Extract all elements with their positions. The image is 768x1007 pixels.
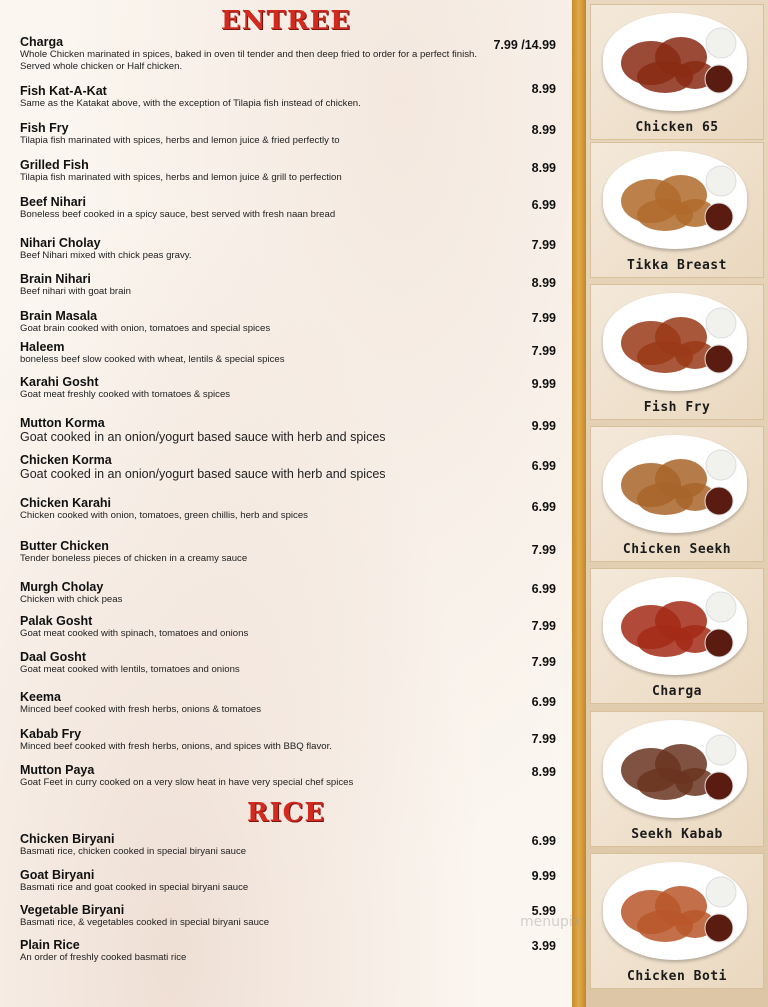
menu-item — [20, 496, 565, 522]
item-desc: Basmati rice and goat cooked in special biryani sauce — [20, 882, 249, 893]
menu-item — [20, 539, 565, 565]
item-price: 9.99 — [531, 869, 556, 883]
item-name: Daal Gosht — [20, 650, 86, 664]
watermark: menupix — [520, 914, 582, 930]
item-desc: Goat meat cooked with lentils, tomatoes and onions — [20, 664, 240, 675]
item-desc: boneless beef slow cooked with wheat, lentils & special spices — [20, 354, 285, 365]
item-name: Kabab Fry — [20, 727, 82, 741]
entree-heading: ENTREE — [220, 6, 352, 36]
item-name: Keema — [20, 690, 61, 704]
item-name: Plain Rice — [20, 938, 80, 952]
menu-item — [20, 650, 565, 676]
item-price: 7.99 — [531, 238, 556, 252]
item-name: Beef Nihari — [20, 195, 86, 209]
item-desc: Basmati rice, chicken cooked in special biryani sauce — [20, 846, 247, 857]
food-photo-card — [590, 284, 764, 420]
item-price: 7.99 — [531, 655, 556, 669]
item-name: Palak Gosht — [20, 614, 93, 628]
item-desc: Minced beef cooked with fresh herbs, onions & tomatoes — [20, 704, 262, 715]
item-price: 6.99 — [531, 834, 556, 848]
item-name: Brain Nihari — [20, 272, 91, 286]
item-desc: Tender boneless pieces of chicken in a creamy sauce — [20, 553, 248, 564]
menu-item — [20, 375, 565, 401]
item-price: 9.99 — [531, 377, 556, 391]
item-price: 6.99 — [531, 695, 556, 709]
rice-heading: RICE — [246, 798, 326, 828]
menu-item — [20, 763, 565, 789]
menu-item — [20, 580, 565, 606]
menu-item — [20, 832, 565, 858]
food-plate-image — [603, 151, 747, 249]
menu-item — [20, 195, 565, 221]
photo-caption: Charga — [652, 684, 702, 699]
item-desc: Goat cooked in an onion/yogurt based sauce with herb and spices — [20, 430, 386, 444]
item-name: Nihari Cholay — [20, 236, 101, 250]
food-photo-card — [590, 4, 764, 140]
item-desc: Chicken with chick peas — [20, 594, 123, 605]
item-price: 9.99 — [531, 419, 556, 433]
item-desc: Goat brain cooked with onion, tomatoes and special spices — [20, 323, 271, 334]
item-name: Karahi Gosht — [20, 375, 99, 389]
item-price: 8.99 — [531, 161, 556, 175]
photo-caption: Chicken 65 — [635, 120, 719, 135]
menu-item — [20, 340, 565, 366]
menu-item — [20, 453, 565, 481]
item-name: Haleem — [20, 340, 65, 354]
item-desc: Chicken cooked with onion, tomatoes, green chillis, herb and spices — [20, 510, 308, 521]
food-plate-image — [603, 13, 747, 111]
item-desc: Same as the Katakat above, with the exception of Tilapia fish instead of chicken. — [20, 98, 361, 109]
menu-item — [20, 236, 565, 262]
item-name: Chicken Korma — [20, 453, 112, 467]
menu-item — [20, 272, 565, 298]
item-desc: Goat Feet in curry cooked on a very slow heat in have very special chef spices — [20, 777, 354, 788]
item-desc: Tilapia fish marinated with spices, herbs and lemon juice & grill to perfection — [20, 172, 342, 183]
item-desc: Beef nihari with goat brain — [20, 286, 131, 297]
photo-caption: Tikka Breast — [627, 258, 727, 273]
item-price: 8.99 — [531, 82, 556, 96]
item-desc: Goat cooked in an onion/yogurt based sauce with herb and spices — [20, 467, 386, 481]
food-plate-image — [603, 435, 747, 533]
item-desc: Beef Nihari mixed with chick peas gravy. — [20, 250, 192, 261]
item-name: Vegetable Biryani — [20, 903, 125, 917]
item-price: 5.99 — [531, 904, 556, 918]
menu-item — [20, 158, 565, 184]
food-photo-card — [590, 853, 764, 989]
food-plate-image — [603, 577, 747, 675]
item-price: 8.99 — [531, 276, 556, 290]
item-price: 7.99 — [531, 344, 556, 358]
food-photo-card — [590, 711, 764, 847]
item-desc: Tilapia fish marinated with spices, herbs and lemon juice & fried perfectly to — [20, 135, 340, 146]
item-price: 7.99 — [531, 619, 556, 633]
item-name: Goat Biryani — [20, 868, 95, 882]
food-photo-card — [590, 142, 764, 278]
item-price: 7.99 — [531, 543, 556, 557]
item-price: 6.99 — [531, 500, 556, 514]
menu-item — [20, 84, 565, 110]
item-desc: Goat meat freshly cooked with tomatoes & spices — [20, 389, 231, 400]
item-price: 3.99 — [531, 939, 556, 953]
item-name: Butter Chicken — [20, 539, 109, 553]
menu-item — [20, 903, 565, 929]
menu-item — [20, 727, 565, 753]
item-name: Chicken Karahi — [20, 496, 112, 510]
menu-item — [20, 614, 565, 640]
food-photo-card — [590, 426, 764, 562]
menu-item — [20, 416, 565, 444]
food-plate-image — [603, 720, 747, 818]
menu-item — [20, 868, 565, 894]
item-price: 7.99 /14.99 — [493, 38, 556, 52]
item-name: Murgh Cholay — [20, 580, 104, 594]
item-price: 7.99 — [531, 311, 556, 325]
food-plate-image — [603, 293, 747, 391]
item-desc: Whole Chicken marinated in spices, baked in oven til tender and then deep fried to order for a perfect finish. Served whole chicken or Half chicken. — [20, 49, 478, 72]
menu-item — [20, 309, 565, 335]
food-photo-card — [590, 568, 764, 704]
photo-caption: Chicken Boti — [627, 969, 727, 984]
item-name: Chicken Biryani — [20, 832, 115, 846]
item-price: 8.99 — [531, 123, 556, 137]
item-price: 8.99 — [531, 765, 556, 779]
menu-item — [20, 35, 565, 72]
item-desc: Basmati rice, & vegetables cooked in special biryani sauce — [20, 917, 270, 928]
item-desc: Minced beef cooked with fresh herbs, onions, and spices with BBQ flavor. — [20, 741, 332, 752]
menu-item — [20, 121, 565, 147]
item-name: Brain Masala — [20, 309, 98, 323]
item-price: 6.99 — [531, 459, 556, 473]
menu-item — [20, 690, 565, 716]
item-name: Mutton Paya — [20, 763, 95, 777]
item-name: Fish Fry — [20, 121, 69, 135]
item-price: 6.99 — [531, 582, 556, 596]
gold-divider — [572, 0, 586, 1007]
item-name: Fish Kat-A-Kat — [20, 84, 107, 98]
food-plate-image — [603, 862, 747, 960]
photo-caption: Seekh Kabab — [631, 827, 723, 842]
item-name: Charga — [20, 35, 64, 49]
photo-caption: Fish Fry — [643, 400, 711, 415]
photo-caption: Chicken Seekh — [622, 542, 732, 557]
item-price: 7.99 — [531, 732, 556, 746]
item-name: Mutton Korma — [20, 416, 105, 430]
menu-item — [20, 938, 565, 964]
item-name: Grilled Fish — [20, 158, 89, 172]
item-desc: Goat meat cooked with spinach, tomatoes and onions — [20, 628, 249, 639]
item-desc: An order of freshly cooked basmati rice — [20, 952, 187, 963]
item-price: 6.99 — [531, 198, 556, 212]
item-desc: Boneless beef cooked in a spicy sauce, best served with fresh naan bread — [20, 209, 336, 220]
